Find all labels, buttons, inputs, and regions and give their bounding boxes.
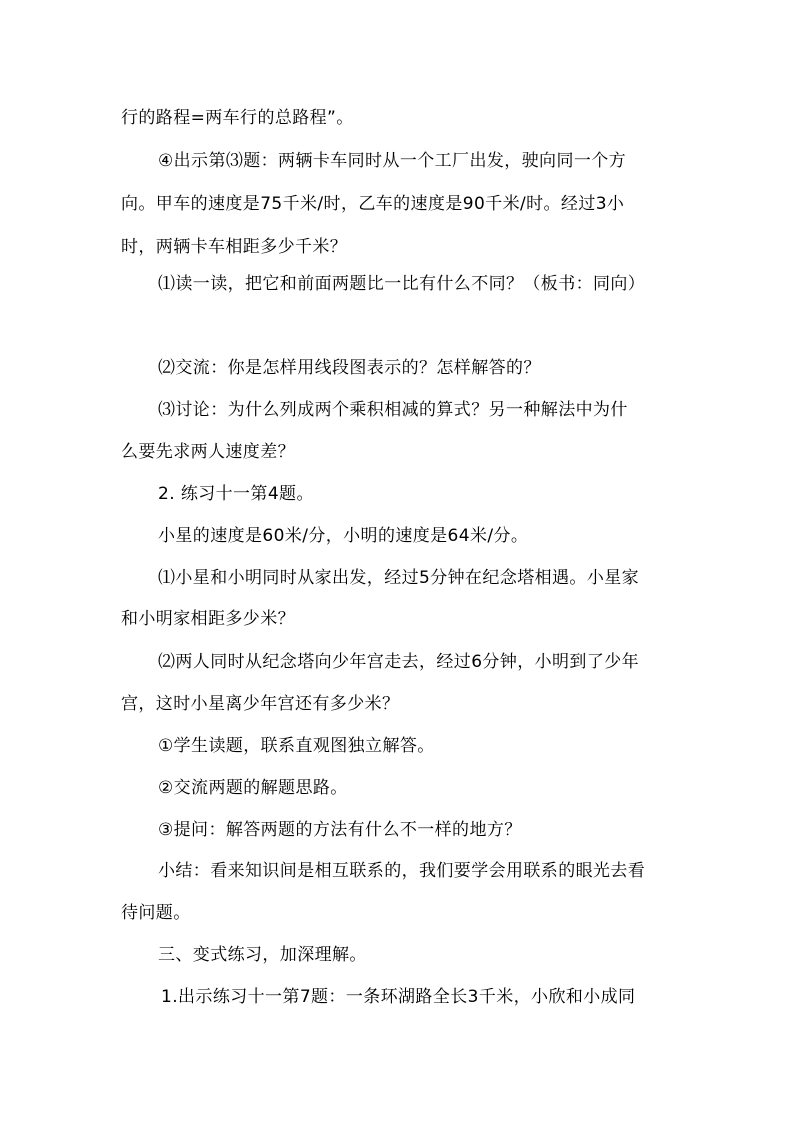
text-line: ⑴小星和小明同时从家出发，经过5分钟在纪念塔相遇。小星家 (158, 568, 640, 588)
text-line: ①学生读题，联系直观图独立解答。 (158, 736, 435, 756)
text-line: 行的路程=两车行的总路程”。 (121, 108, 354, 128)
text-line: 小结：看来知识间是相互联系的，我们要学会用联系的眼光去看 (158, 861, 646, 881)
text-line: ④出示第⑶题：两辆卡车同时从一个工厂出发，驶向同一个方 (158, 151, 627, 171)
text-line: 向。甲车的速度是75千米/时，乙车的速度是90千米/时。经过3小 (121, 194, 625, 214)
text-line: 么要先求两人速度差？ (121, 442, 295, 462)
text-line: 2. 练习十一第4题。 (158, 484, 314, 504)
text-line: ②交流两题的解题思路。 (158, 778, 348, 798)
text-line: ⑵两人同时从纪念塔向少年宫走去，经过6分钟，小明到了少年 (158, 652, 640, 672)
text-line: 小星的速度是60米/分，小明的速度是64米/分。 (158, 526, 529, 546)
text-line: 1.出示练习十一第7题：一条环湖路全长3千米，小欣和小成同 (161, 987, 636, 1007)
text-line: 待问题。 (121, 903, 191, 923)
text-line: ⑴读一读，把它和前面两题比一比有什么不同？（板书：同向） (158, 274, 646, 294)
text-line: 和小明家相距多少米？ (121, 609, 295, 629)
text-line: 三、变式练习，加深理解。 (158, 945, 367, 965)
text-line: 宫，这时小星离少年宫还有多少米？ (121, 694, 400, 714)
text-line: ⑵交流：你是怎样用线段图表示的？怎样解答的？ (158, 358, 541, 378)
text-line: 时，两辆卡车相距多少千米？ (121, 237, 348, 257)
text-line: ③提问：解答两题的方法有什么不一样的地方？ (158, 820, 522, 840)
text-line: ⑶讨论：为什么列成两个乘积相减的算式？另一种解法中为什 (158, 400, 628, 420)
